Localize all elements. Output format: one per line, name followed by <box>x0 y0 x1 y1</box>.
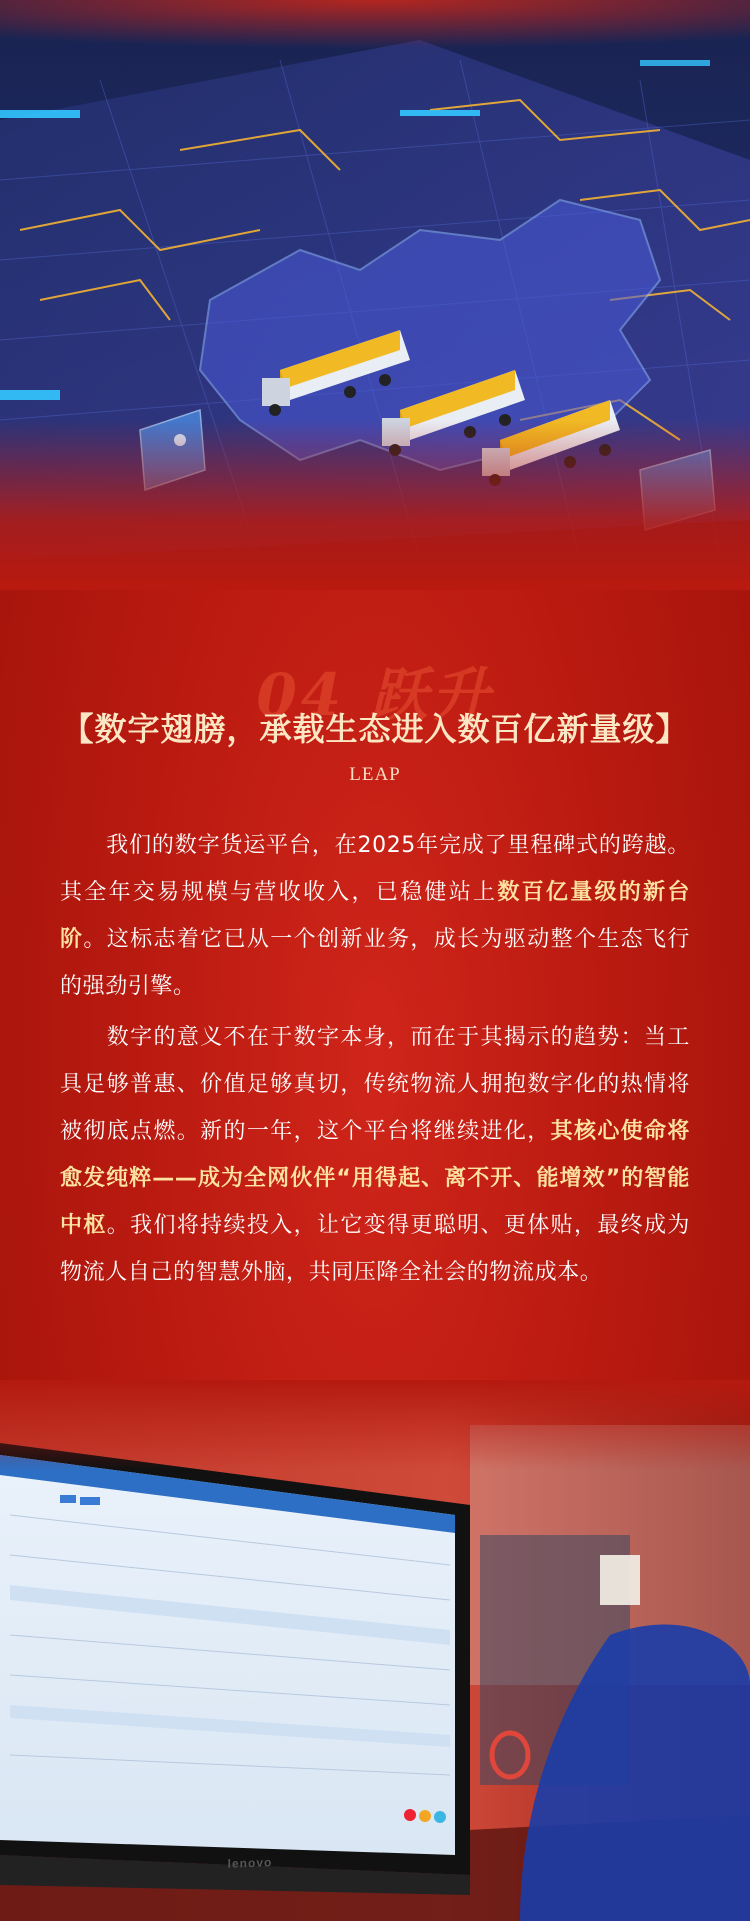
paragraph-1-highlight: 数百亿量级的新台阶 <box>60 880 690 952</box>
paragraph-1 <box>60 822 690 1010</box>
paragraph-1-text-a: 我们的数字货运平台，在2025年完成了里程碑式的跨越。其全年交易规模与营收收入，已稳健站上 <box>60 833 690 905</box>
paragraph-2-text-a: 数字的意义不在于数字本身，而在于其揭示的趋势：当工具足够普惠、价值足够真切，传统物流人拥抱数字化的热情将被彻底点燃。新的一年，这个平台将继续进化， <box>60 1025 690 1144</box>
paragraph-2-highlight: 其核心使命将愈发纯粹——成为全网伙伴“用得起、离不开、能增效”的智能中枢 <box>60 1119 690 1238</box>
section-title: 【数字翅膀，承载生态进入数百亿新量级】 <box>61 710 689 748</box>
section-subtitle: LEAP <box>349 764 401 785</box>
hero-fade <box>0 420 750 590</box>
paragraph-1-text-b: 。这标志着它已从一个创新业务，成长为驱动整个生态飞行的强劲引擎。 <box>60 927 690 999</box>
section-number-watermark: 04 跃升 <box>256 661 494 729</box>
paragraph-2 <box>60 1014 690 1296</box>
paragraph-2-text-b: 。我们将持续投入，让它变得更聪明、更体贴，最终成为物流人自己的智慧外脑，共同压降全社会的物流成本。 <box>60 1213 690 1285</box>
photo-fade <box>0 1380 750 1470</box>
monitor-brand-logo: lenovo <box>227 1855 273 1871</box>
